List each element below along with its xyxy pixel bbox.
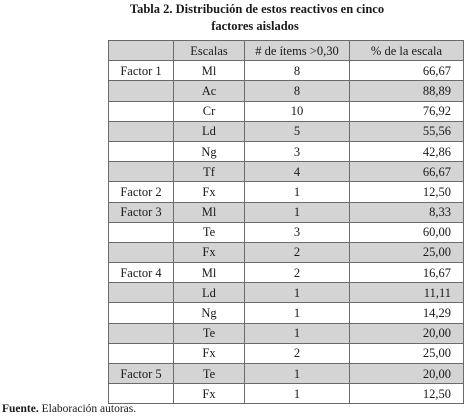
- scale-cell: Te: [174, 222, 245, 242]
- scale-cell: Ml: [174, 202, 245, 222]
- items-cell: 1: [245, 384, 350, 404]
- percent-cell: 8,33: [350, 202, 464, 222]
- items-cell: 8: [245, 61, 350, 81]
- percent-cell: 16,67: [350, 263, 464, 283]
- table-row: [109, 263, 464, 283]
- percent-cell: 66,67: [350, 61, 464, 81]
- table-row: [109, 141, 464, 161]
- percent-cell: 25,00: [350, 343, 464, 363]
- items-cell: 1: [245, 202, 350, 222]
- percent-cell: 88,89: [350, 81, 464, 101]
- scale-cell: Ng: [174, 303, 245, 323]
- items-cell: 1: [245, 303, 350, 323]
- scale-cell: Ld: [174, 121, 245, 141]
- items-cell: 2: [245, 343, 350, 363]
- factor-cell: Factor 2: [109, 182, 174, 202]
- scale-cell: Te: [174, 323, 245, 343]
- header-scale-percent: % de la escala: [350, 41, 464, 61]
- percent-cell: 14,29: [350, 303, 464, 323]
- factor-cell: Factor 1: [109, 61, 174, 81]
- scale-cell: Ml: [174, 263, 245, 283]
- percent-cell: 76,92: [350, 101, 464, 121]
- header-factor: [109, 41, 174, 61]
- table-row: [109, 323, 464, 343]
- items-cell: 1: [245, 323, 350, 343]
- factor-cell: [109, 242, 174, 262]
- factor-cell: [109, 81, 174, 101]
- header-item-count: # de ítems >0,30: [245, 41, 350, 61]
- table-header-row: [109, 41, 464, 61]
- factor-cell: Factor 5: [109, 364, 174, 384]
- table-row: [109, 343, 464, 363]
- percent-cell: 20,00: [350, 364, 464, 384]
- percent-cell: 12,50: [350, 182, 464, 202]
- table-row: [109, 121, 464, 141]
- source-note: [2, 401, 136, 417]
- scale-cell: Ng: [174, 141, 245, 161]
- items-cell: 3: [245, 222, 350, 242]
- scale-cell: Fx: [174, 384, 245, 404]
- table-row: [109, 202, 464, 222]
- source-text: Elaboración autoras.: [38, 403, 137, 415]
- items-cell: 1: [245, 182, 350, 202]
- table-row: [109, 283, 464, 303]
- factor-cell: [109, 323, 174, 343]
- table-row: [109, 81, 464, 101]
- items-cell: 2: [245, 263, 350, 283]
- percent-cell: 55,56: [350, 121, 464, 141]
- table-row: [109, 242, 464, 262]
- items-cell: 8: [245, 81, 350, 101]
- factor-cell: [109, 162, 174, 182]
- source-label: Fuente.: [2, 403, 39, 415]
- items-cell: 2: [245, 242, 350, 262]
- factor-cell: [109, 222, 174, 242]
- factor-cell: [109, 343, 174, 363]
- table-row: [109, 303, 464, 323]
- percent-cell: 20,00: [350, 323, 464, 343]
- items-cell: 5: [245, 121, 350, 141]
- factor-cell: Factor 4: [109, 263, 174, 283]
- scale-cell: Fx: [174, 343, 245, 363]
- scale-cell: Ld: [174, 283, 245, 303]
- factor-cell: [109, 303, 174, 323]
- factor-cell: [109, 283, 174, 303]
- percent-cell: 12,50: [350, 384, 464, 404]
- items-cell: 1: [245, 364, 350, 384]
- scale-cell: Te: [174, 364, 245, 384]
- items-cell: 4: [245, 162, 350, 182]
- percent-cell: 66,67: [350, 162, 464, 182]
- table-row: [109, 364, 464, 384]
- factor-cell: [109, 121, 174, 141]
- header-scales: Escalas: [174, 41, 245, 61]
- table-row: [109, 61, 464, 81]
- scale-cell: Ac: [174, 81, 245, 101]
- table-row: [109, 384, 464, 404]
- scale-cell: Tf: [174, 162, 245, 182]
- table-row: [109, 162, 464, 182]
- caption-line-2: factores aislados: [211, 19, 299, 33]
- scale-cell: Cr: [174, 101, 245, 121]
- factor-cell: Factor 3: [109, 202, 174, 222]
- table-row: [109, 222, 464, 242]
- factor-cell: [109, 141, 174, 161]
- scale-cell: Fx: [174, 182, 245, 202]
- table-row: [109, 101, 464, 121]
- percent-cell: 42,86: [350, 141, 464, 161]
- items-cell: 10: [245, 101, 350, 121]
- scale-cell: Ml: [174, 61, 245, 81]
- factor-cell: [109, 101, 174, 121]
- table-row: [109, 182, 464, 202]
- caption-line-1: Tabla 2. Distribución de estos reactivos en cinco: [129, 2, 385, 16]
- scale-cell: Fx: [174, 242, 245, 262]
- items-cell: 3: [245, 141, 350, 161]
- table-caption: [0, 1, 466, 35]
- items-cell: 1: [245, 283, 350, 303]
- percent-cell: 25,00: [350, 242, 464, 262]
- percent-cell: 11,11: [350, 283, 464, 303]
- percent-cell: 60,00: [350, 222, 464, 242]
- data-table: [108, 40, 464, 404]
